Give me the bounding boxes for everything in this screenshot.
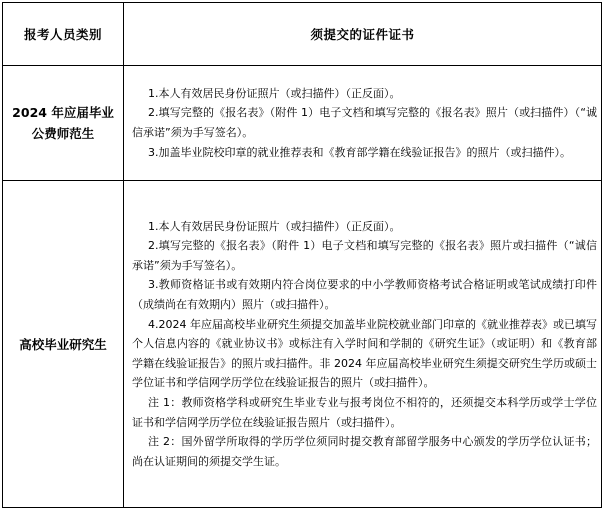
documents-cell — [124, 66, 602, 181]
category-cell — [3, 66, 124, 181]
requirements-table — [2, 2, 602, 508]
note-item: 注 1：教师资格学科或研究生毕业专业与报考岗位不相符的，还须提交本科学历或学士学位证书和学信网学历学位在线验证报告照片（或扫描件）。 — [132, 395, 597, 429]
category-line: 公费师范生 — [31, 126, 95, 141]
table-header-row — [3, 3, 602, 66]
requirement-item: 2.填写完整的《报名表》（附件 1）电子文档和填写完整的《报名表》照片（或扫描件）（“诚信承诺”须为手写签名）。 — [132, 106, 597, 139]
requirement-item: 1.本人有效居民身份证照片（或扫描件）（正反面）。 — [148, 219, 401, 233]
table-row — [3, 66, 602, 181]
header-documents: 须提交的证件证书 — [124, 3, 602, 66]
category-cell — [3, 181, 124, 508]
documents-cell — [124, 181, 602, 508]
requirement-item: 2.填写完整的《报名表》（附件 1）电子文档和填写完整的《报名表》照片或扫描件（“诚信承诺”须为手写签名）。 — [132, 239, 597, 272]
category-line: 高校毕业研究生 — [19, 336, 107, 352]
requirement-item: 3.教师资格证书或有效期内符合岗位要求的中小学教师资格考试合格证明或笔试成绩打印件（成绩尚在有效期内）照片（或扫描件）。 — [132, 278, 597, 312]
header-category: 报考人员类别 — [3, 3, 124, 66]
requirement-item: 1.本人有效居民身份证照片（或扫描件）（正反面）。 — [148, 86, 401, 100]
table-row — [3, 181, 602, 508]
category-line: 2024 年应届毕业 — [12, 105, 114, 120]
requirement-item: 4.2024 年应届高校毕业研究生须提交加盖毕业院校就业部门印章的《就业推荐表》或已填写个人信息内容的《就业协议书》或标注有入学时间和学制的《研究生证》（或证明）和《教育部学籍在线验证报告》的照片或扫描件。非 2024 年应届高校毕业研究生须提交研究生学历或硕士学位证书和学信网学历学位在线验证报告的照片（或扫描件）。 — [132, 317, 597, 390]
note-item: 注 2：国外留学所取得的学历学位须同时提交教育部留学服务中心颁发的学历学位认证书；尚在认证期间的须提交学生证。 — [132, 435, 597, 468]
requirement-item: 3.加盖毕业院校印章的就业推荐表和《教育部学籍在线验证报告》的照片（或扫描件）。 — [148, 145, 571, 159]
